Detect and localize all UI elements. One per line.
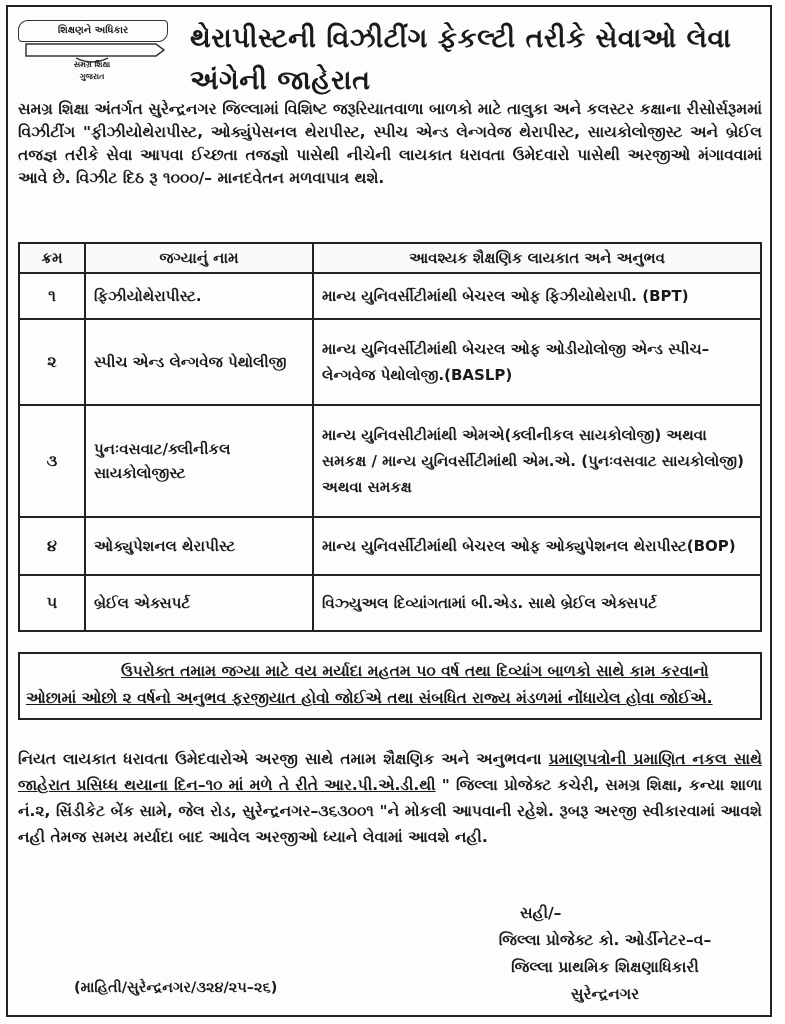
row-serial: ૨ <box>19 319 85 405</box>
row-serial: ૫ <box>19 575 85 631</box>
samagra-shiksha-logo <box>16 14 168 92</box>
row-post: ફિઝીયોથેરાપીસ્ટ. <box>85 273 313 319</box>
signature-line-3: સુરેન્દ્રનગર <box>570 985 640 1003</box>
header-serial: ક્રમ <box>19 243 85 273</box>
header-post: જગ્યાનું નામ <box>85 243 313 273</box>
application-instructions <box>18 746 762 850</box>
logo-subtitle: સમગ્ર શિક્ષા <box>73 60 111 69</box>
reference-number: (માહિતી/સુરેન્દ્રનગર/૩૨૪/૨૫–૨૬) <box>74 980 278 996</box>
signature-line-1: જિલ્લા પ્રોજેક્ટ કો. ઓર્ડીનેટર–વ– <box>498 931 712 949</box>
signature-sd: સહી/– <box>520 904 562 922</box>
eligibility-note <box>18 652 762 720</box>
intro-paragraph: સમગ્ર શિક્ષા અંતર્ગત સુરેન્દ્રનગર જિલ્લામાં વિશિષ્ટ જરૂરિયાતવાળા બાળકો માટે તાલુકા અને કલસ્ટર કક્ષાના રીસોર્સરૂમમાં વિઝીટીંગ "ફીઝીયોથેરાપીસ્ટ, ઓક્યુંપેસનલ થેરાપીસ્ટ, સ્પીચ એન્ડ લેન્ગવેજ થેરાપીસ્ટ, સાયકોલોજીસ્ટ અને બ્રેઈલ તજજ્ઞ તરીકે સેવા આપવા ઈચ્છતા તજજ્ઞો પાસેથી નીચેની લાયકાત ધરાવતા ઉમેદવારો પાસેથી અરજીઓ મંગાવવામાં આવે છે. વિઝીટ દિઠ રૂ ૧૦૦૦/– માનદવેતન મળવાપાત્ર થશે. <box>18 100 762 187</box>
table-header-row <box>19 243 761 273</box>
row-qualification: માન્ય યુનિવર્સીટીમાંથી બેચરલ ઓફ ફિઝીયોથેરાપી. (BPT) <box>313 273 761 319</box>
row-qualification: વિઝ્યુઅલ દિવ્યાંગતામાં બી.એડ. સાથે બ્રેઈલ એક્સપર્ટ <box>313 575 761 631</box>
row-qualification: માન્ય યુનિવર્સીટીમાંથી બેચરલ ઓફ ઓડીયોલોજી એન્ડ સ્પીચ–લેન્ગવેજ પેથોલોજી.(BASLP) <box>313 319 761 405</box>
notice-title: થેરાપીસ્ટની વિઝીટીંગ ફેકલ્ટી તરીકે સેવાઓ લેવા અંગેની જાહેરાત <box>190 23 732 96</box>
row-post: ઓક્યુપેશનલ થેરાપીસ્ટ <box>85 517 313 575</box>
row-serial: ૧ <box>19 273 85 319</box>
table-row <box>19 517 761 575</box>
row-post: પુનઃવસવાટ/ક્લીનીકલ સાયકોલોજીસ્ટ <box>85 405 313 517</box>
table-row <box>19 273 761 319</box>
logo-subtitle-2: ગુજરાત <box>79 72 105 81</box>
signature-block <box>440 900 770 1008</box>
row-qualification: માન્ય યુનિવર્સીટીમાંથી બેચરલ ઓફ ઓક્યુપેશનલ થેરાપીસ્ટ(BOP) <box>313 517 761 575</box>
apply-text-1: નિયત લાયકાત ધરાવતા ઉમેદવારોએ અરજી સાથે તમામ શૈક્ષણિક અને અનુભવના <box>18 750 549 768</box>
apply-text-3: " જિલ્લા પ્રોજેક્ટ કચેરી, સમગ્ર શિક્ષા, કન્યા શાળા નં.૨, સિંડીકેટ બેંક સામે, જેલ રોડ, સુરેન્દ્રનગર–૩૬૩૦૦૧ "ને મોકલી આપવાની રહેશે. રૂબરૂ અરજી સ્વીકારવામાં આવશે નહી તેમજ સમય મર્યાદા બાદ આવેલ અરજીઓ ધ્યાને લેવામાં આવશે નહી. <box>18 776 762 846</box>
signature-line-2: જિલ્લા પ્રાથમિક શિક્ષણાધિકારી <box>511 958 699 976</box>
row-post: બ્રેઈલ એક્સપર્ટ <box>85 575 313 631</box>
row-serial: ૪ <box>19 517 85 575</box>
posts-table <box>18 242 762 632</box>
table-row <box>19 405 761 517</box>
row-serial: ૩ <box>19 405 85 517</box>
apply-text-2: પ્રમાણપત્રોની પ્રમાણિત નકલ સાથે જાહેરાત પ્રસિધ્ધ થયાના દિન–૧૦ માં મળે તે રીતે આર.પી.એ.ડી.થી <box>18 750 762 794</box>
row-qualification: માન્ય યુનિવસીટીમાંથી એમએ(ક્લીનીકલ સાયકોલોજી) અથવા સમકક્ષ / માન્ય યુનિવર્સીટીમાંથી એમ.એ. (પુનઃવસવાટ સાયકોલોજી) અથવા સમકક્ષ <box>313 405 761 517</box>
eligibility-note-text: ઉપરોક્ત તમામ જગ્યા માટે વય મર્યાદા મહતમ ૫૦ વર્ષ તથા દિવ્યાંગ બાળકો સાથે કામ કરવાનો ઓછામાં ઓછો ૨ વર્ષનો અનુભવ ફરજીયાત હોવો જોઈએ તથા સંબધિત રાજ્ય મંડળમાં નોંધાયેલ હોવા જોઈએ. <box>26 662 713 707</box>
table-row <box>19 319 761 405</box>
header-qualification: આવશ્યક શૈક્ષણિક લાયકાત અને અનુભવ <box>313 243 761 273</box>
row-post: સ્પીચ એન્ડ લેન્ગવેજ પેથોલીજી <box>85 319 313 405</box>
table-row <box>19 575 761 631</box>
logo-banner: શિક્ષણને અધિકાર <box>18 20 168 42</box>
